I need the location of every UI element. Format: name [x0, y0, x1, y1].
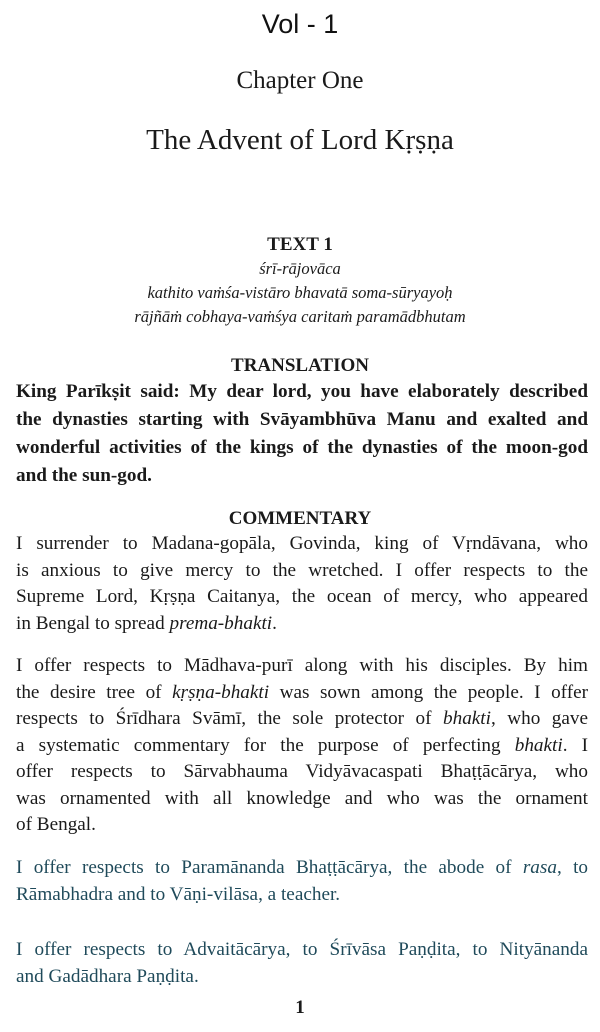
paragraph-line: of Bengal.	[16, 814, 96, 835]
verse-block	[0, 257, 600, 329]
paragraph-line: I surrender to Madana-gopāla, Govinda, king of Vṛndāvana, who	[16, 533, 588, 554]
paragraph-line	[16, 733, 588, 760]
translation-line: King Parīkṣit said: My dear lord, you have elaborately described	[16, 381, 588, 402]
text-run: respects to Śrīdhara Svāmī, the sole protector of	[16, 708, 443, 729]
page-title: The Advent of Lord Kṛṣṇa	[146, 124, 454, 156]
volume-label: Vol - 1	[261, 9, 339, 39]
text-run: , to	[556, 857, 588, 878]
text-run: I offer respects to Paramānanda Bhaṭṭācārya, the abode of	[16, 857, 523, 878]
chapter-heading: Chapter One	[236, 67, 364, 94]
page-number: 1	[295, 997, 305, 1018]
paragraph-line: I offer respects to Advaitācārya, to Śrīvāsa Paṇḍita, to Nityānanda	[16, 939, 588, 960]
translation-line: the dynasties starting with Svāyambhūva Manu and exalted and	[16, 409, 588, 430]
italic-term: rasa	[522, 857, 557, 878]
text-run: in Bengal to spread	[16, 612, 170, 634]
commentary-heading: COMMENTARY	[228, 508, 372, 529]
paragraph-line: was ornamented with all knowledge and who was the ornament	[16, 787, 588, 809]
commentary-paragraph	[16, 855, 588, 908]
text-run: , who gave	[490, 708, 588, 729]
italic-term: kṛṣṇa-bhakti	[172, 681, 270, 703]
verse-line: śrī-rājovāca	[259, 259, 341, 278]
text-run: . I	[562, 734, 588, 756]
translation-heading: TRANSLATION	[231, 355, 369, 376]
text-run: the desire tree of	[16, 681, 173, 703]
verse-line: rājñāṁ cobhaya-vaṁśya caritaṁ paramādbhutam	[134, 307, 466, 326]
italic-term: bhakti	[514, 734, 563, 756]
translation-text	[16, 378, 588, 490]
paragraph-line: Rāmabhadra and to Vāṇi-vilāsa, a teacher.	[16, 883, 341, 905]
paragraph-line	[16, 611, 588, 638]
paragraph-line	[16, 706, 588, 733]
paragraph-line: I offer respects to Mādhava-purī along with his disciples. By him	[16, 655, 588, 676]
translation-line: and the sun-god.	[16, 465, 152, 486]
italic-term: bhakti	[443, 708, 491, 729]
paragraph-line	[16, 855, 588, 882]
commentary-paragraph	[16, 531, 588, 637]
commentary-paragraph	[16, 653, 588, 839]
paragraph-line: Supreme Lord, Kṛṣṇa Caitanya, the ocean of mercy, who appeared	[16, 586, 588, 607]
verse-line: kathito vaṁśa-vistāro bhavatā soma-sūryayoḥ	[147, 283, 453, 302]
text-run: a systematic commentary for the purpose of perfecting	[16, 734, 515, 756]
paragraph-line: offer respects to Sārvabhauma Vidyāvacaspati Bhaṭṭācārya, who	[16, 761, 588, 782]
text-run: .	[272, 612, 277, 634]
paragraph-line	[16, 680, 588, 707]
commentary-paragraph	[16, 937, 588, 990]
translation-line: wonderful activities of the kings of the dynasties of the moon-god	[16, 437, 588, 458]
paragraph-line: and Gadādhara Paṇḍita.	[16, 965, 199, 987]
italic-term: prema-bhakti	[169, 612, 273, 634]
paragraph-line: is anxious to give mercy to the wretched. I offer respects to the	[16, 559, 588, 581]
text-run: was sown among the people. I offer	[269, 681, 588, 703]
text-heading: TEXT 1	[267, 234, 333, 255]
